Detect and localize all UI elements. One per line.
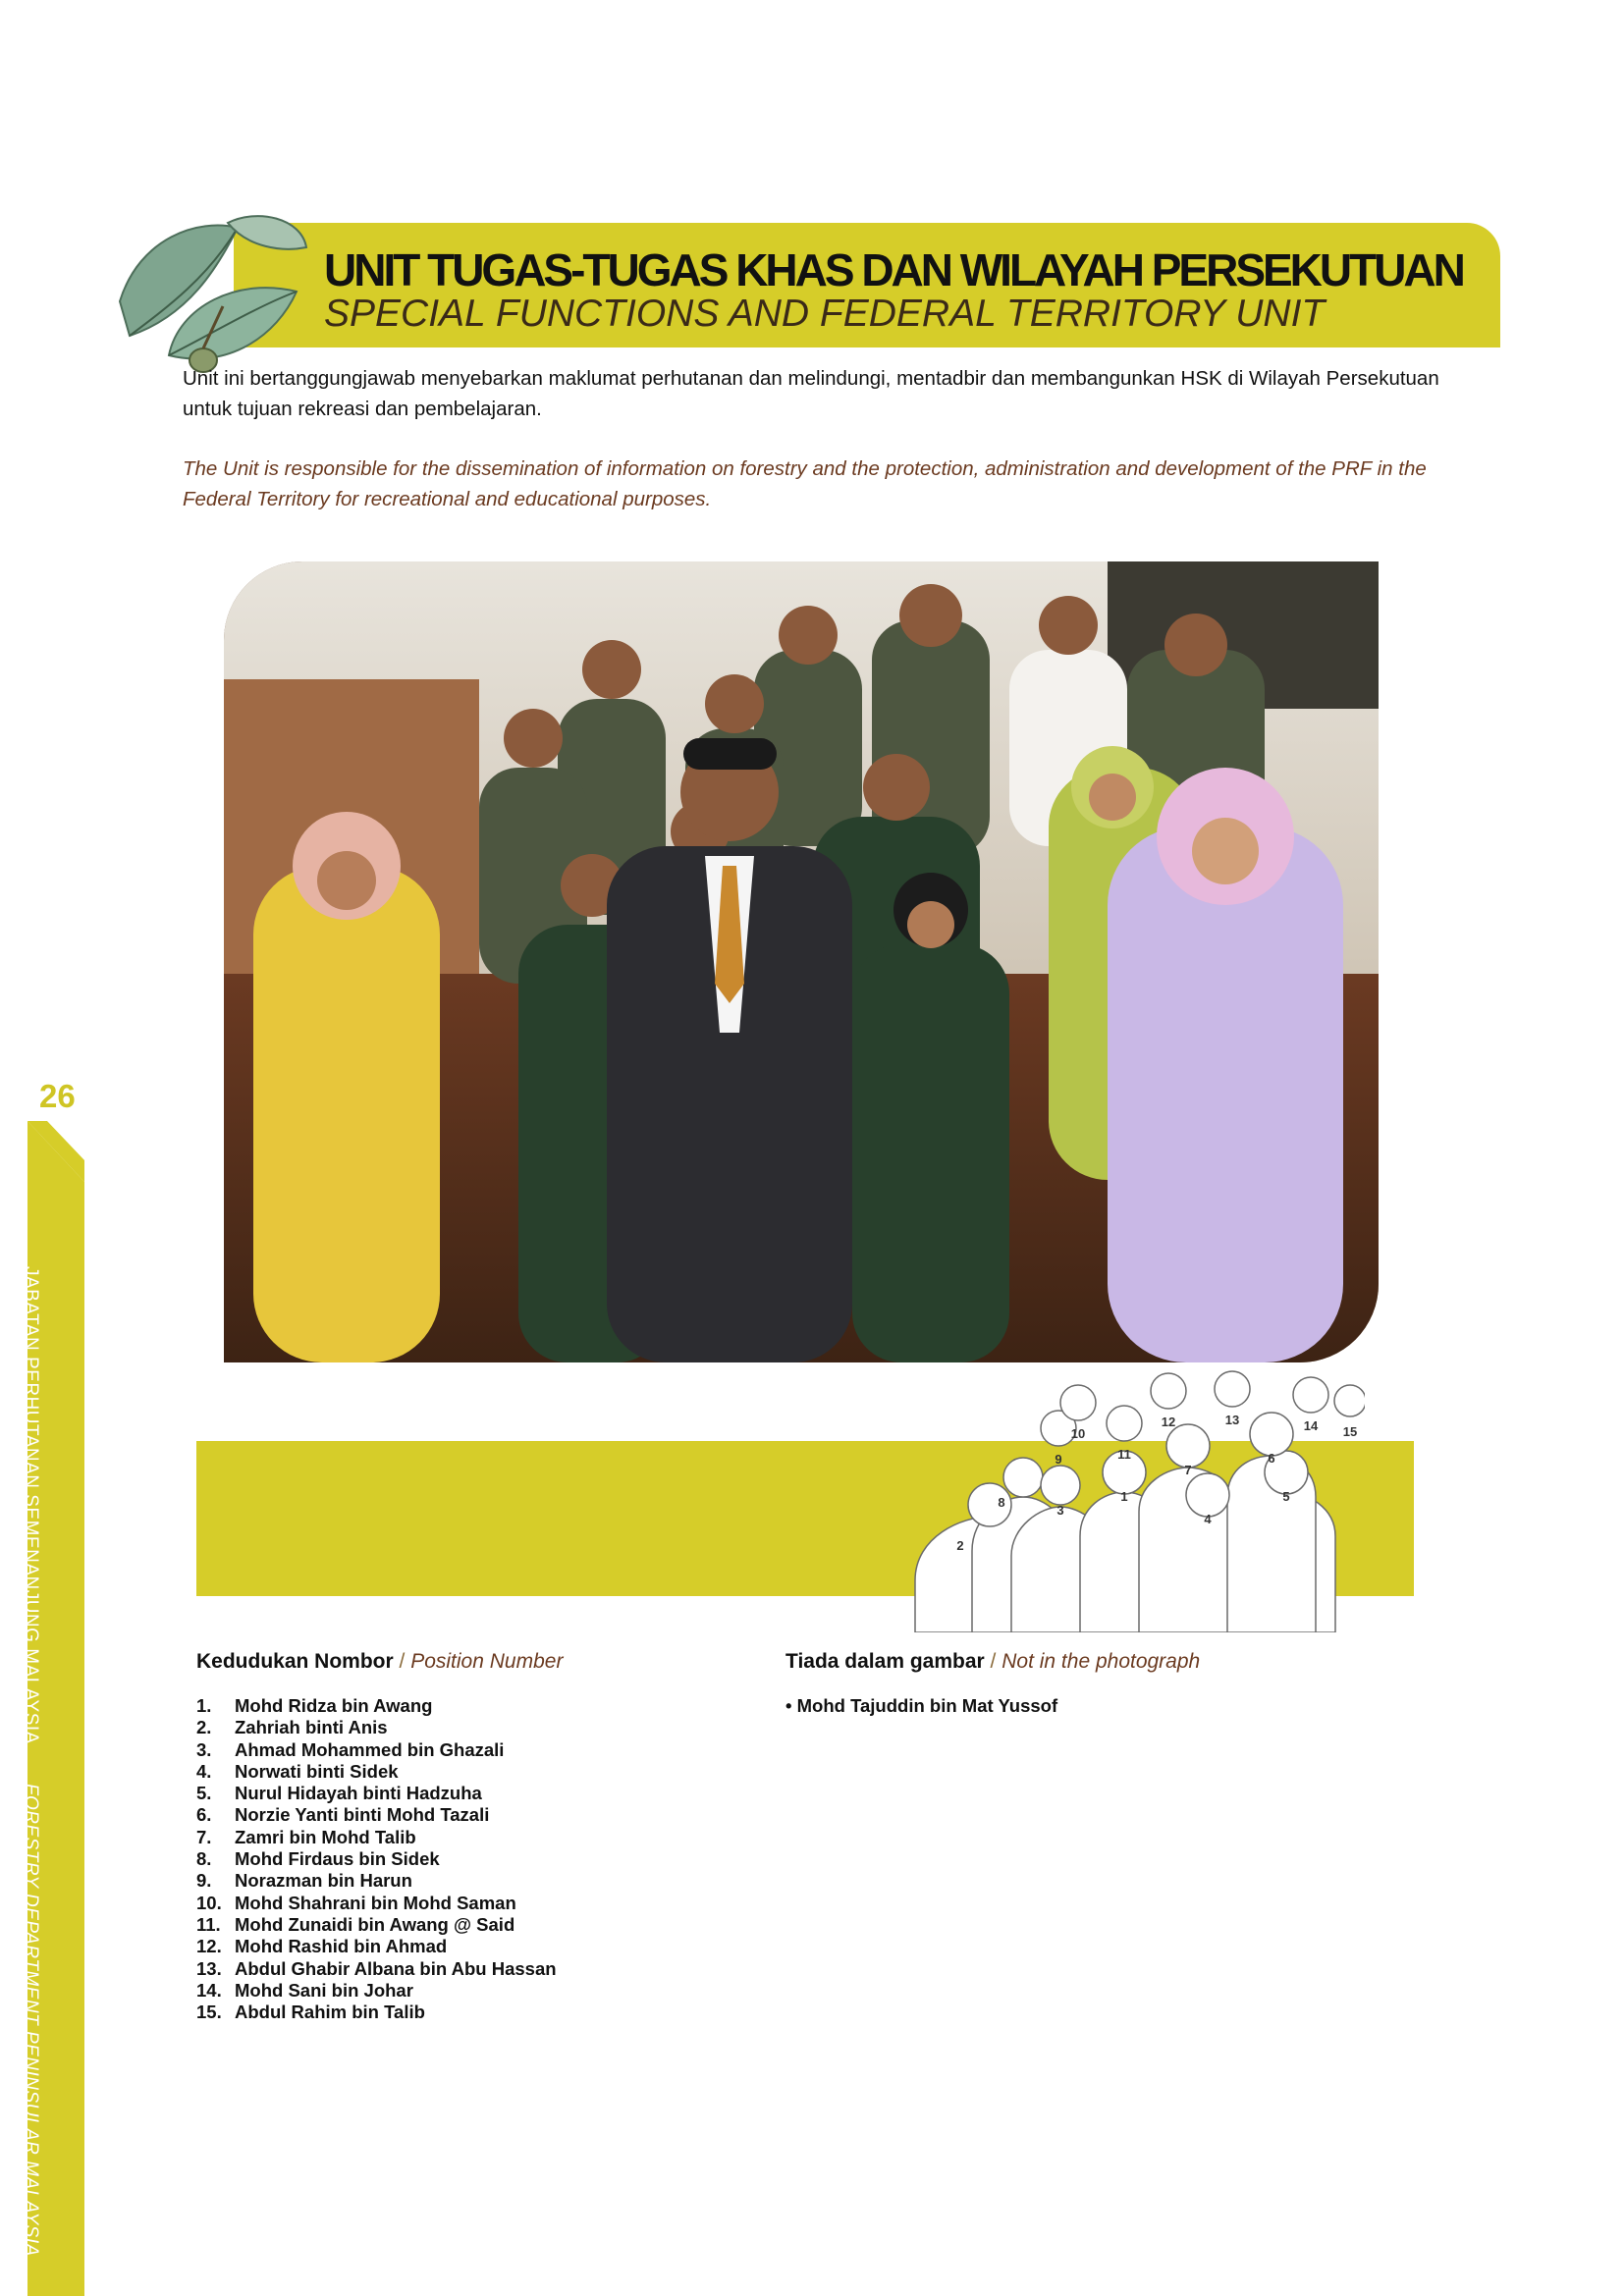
list-item-number: 2. <box>196 1717 212 1738</box>
absent-heading <box>785 1650 1200 1674</box>
list-item <box>196 1958 557 1980</box>
group-photo <box>224 561 1379 1362</box>
list-item <box>196 2002 557 2023</box>
list-item-number: 5. <box>196 1783 212 1804</box>
key-label-1: 1 <box>1120 1489 1128 1504</box>
list-item-number: 13. <box>196 1957 222 1979</box>
list-item-name: Norwati binti Sidek <box>235 1760 399 1782</box>
list-item <box>196 1893 557 1914</box>
list-item <box>196 1827 557 1848</box>
page-subtitle: SPECIAL FUNCTIONS AND FEDERAL TERRITORY UNIT <box>324 293 1326 335</box>
key-label-7: 7 <box>1184 1463 1192 1477</box>
list-item-number: 12. <box>196 1936 222 1957</box>
list-item-name: Norzie Yanti binti Mohd Tazali <box>235 1804 490 1826</box>
key-label-8: 8 <box>998 1495 1005 1510</box>
intro-malay: Unit ini bertanggungjawab menyebarkan maklumat perhutanan dan melindungi, mentadbir dan membangunkan HSK di Wilayah Persekutuan untuk tujuan rekreasi dan pembelajaran. <box>183 367 1439 420</box>
page-title: UNIT TUGAS-TUGAS KHAS DAN WILAYAH PERSEKUTUAN <box>324 244 1463 295</box>
list-item-number: 10. <box>196 1892 222 1913</box>
key-label-10: 10 <box>1070 1426 1086 1441</box>
key-label-9: 9 <box>1055 1452 1062 1467</box>
key-label-6: 6 <box>1268 1451 1275 1466</box>
side-caption-ms: JABATAN PERHUTANAN SEMENANJUNG MALAYSIA <box>21 1266 41 1744</box>
list-item-number: 1. <box>196 1695 212 1716</box>
list-item-number: 8. <box>196 1848 212 1870</box>
list-item <box>196 1848 557 1870</box>
key-label-14: 14 <box>1303 1418 1319 1433</box>
list-item-number: 9. <box>196 1870 212 1892</box>
list-item-name: Abdul Rahim bin Talib <box>235 2002 425 2023</box>
list-item-name: Mohd Zunaidi bin Awang @ Said <box>235 1913 515 1935</box>
list-item <box>196 1717 557 1738</box>
positions-heading-en: Position Number <box>410 1650 564 1673</box>
list-item-number: 3. <box>196 1738 212 1760</box>
key-label-12: 12 <box>1161 1415 1176 1429</box>
list-item <box>196 1914 557 1936</box>
list-item-name: Abdul Ghabir Albana bin Abu Hassan <box>235 1957 557 1979</box>
list-item-name: Ahmad Mohammed bin Ghazali <box>235 1738 505 1760</box>
list-item <box>196 1695 557 1717</box>
list-item-name: Nurul Hidayah binti Hadzuha <box>235 1783 482 1804</box>
positions-heading <box>196 1650 563 1674</box>
list-item <box>196 1980 557 2002</box>
positions-heading-ms: Kedudukan Nombor <box>196 1650 394 1673</box>
leaf-illustration <box>110 208 311 380</box>
list-item <box>196 1870 557 1892</box>
side-caption-en: FORESTRY DEPARTMENT PENINSULAR MALAYSIA <box>21 1783 41 2257</box>
absent-list-item <box>785 1695 1057 1717</box>
list-item-number: 4. <box>196 1760 212 1782</box>
position-list <box>196 1695 557 2023</box>
side-strip <box>0 1121 84 2296</box>
heading-separator: / <box>399 1650 406 1673</box>
list-item <box>196 1804 557 1826</box>
key-label-4: 4 <box>1204 1512 1212 1526</box>
key-label-13: 13 <box>1224 1413 1240 1427</box>
absent-heading-en: Not in the photograph <box>1001 1650 1201 1673</box>
key-label-2: 2 <box>956 1538 964 1553</box>
list-item <box>196 1739 557 1761</box>
heading-separator: / <box>990 1650 997 1673</box>
key-label-5: 5 <box>1282 1489 1290 1504</box>
page-number: 26 <box>39 1078 76 1114</box>
list-item-number: 6. <box>196 1804 212 1826</box>
list-item-name: Mohd Shahrani bin Mohd Saman <box>235 1892 516 1913</box>
list-item-name: Mohd Rashid bin Ahmad <box>235 1936 448 1957</box>
list-item <box>196 1936 557 1957</box>
key-label-3: 3 <box>1056 1503 1064 1518</box>
list-item-number: 11. <box>196 1913 221 1935</box>
list-item-number: 7. <box>196 1826 212 1847</box>
list-item-name: Mohd Firdaus bin Sidek <box>235 1848 440 1870</box>
list-item <box>196 1783 557 1804</box>
list-item-name: Mohd Sani bin Johar <box>235 1979 413 2001</box>
absent-name: Mohd Tajuddin bin Mat Yussof <box>796 1695 1058 1716</box>
list-item <box>196 1761 557 1783</box>
key-label-11: 11 <box>1117 1447 1131 1462</box>
list-item-name: Zamri bin Mohd Talib <box>235 1826 416 1847</box>
list-item-name: Mohd Ridza bin Awang <box>235 1695 433 1716</box>
key-label-15: 15 <box>1342 1424 1358 1439</box>
list-item-number: 14. <box>196 1979 222 2001</box>
list-item-number: 15. <box>196 2002 222 2023</box>
absent-heading-ms: Tiada dalam gambar <box>785 1650 985 1673</box>
list-item-name: Zahriah binti Anis <box>235 1717 388 1738</box>
list-item-name: Norazman bin Harun <box>235 1870 412 1892</box>
position-key-diagram <box>913 1369 1365 1632</box>
side-caption <box>20 1266 41 2257</box>
intro-english: The Unit is responsible for the dissemination of information on forestry and the protection, administration and development of the PRF in the Federal Territory for recreational and educational purposes. <box>183 457 1427 510</box>
bullet-icon: • <box>785 1695 792 1716</box>
